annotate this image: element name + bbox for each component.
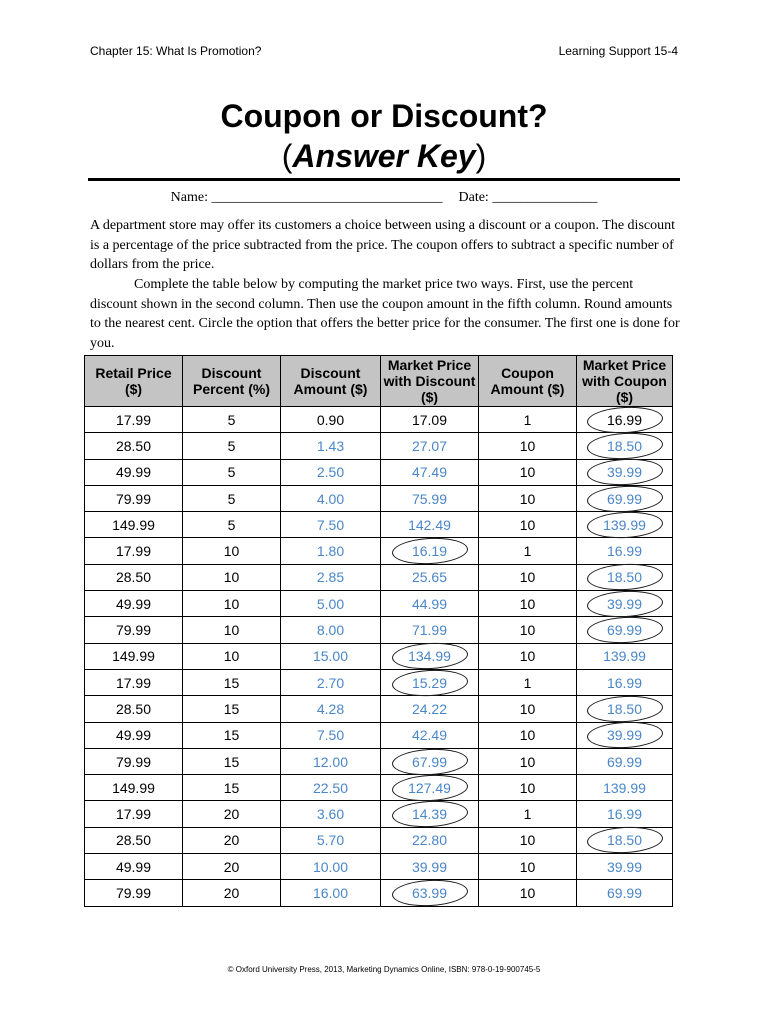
market-price-coupon-cell-value: 69.99 — [606, 490, 643, 507]
retail-price-cell-value: 28.50 — [115, 569, 152, 586]
discount-percent-cell — [183, 433, 281, 459]
coupon-amount-cell — [479, 407, 577, 433]
market-price-coupon-cell — [577, 775, 673, 801]
market-price-discount-cell — [381, 617, 479, 643]
retail-price-cell — [85, 617, 183, 643]
retail-price-cell — [85, 643, 183, 669]
discount-percent-cell — [183, 617, 281, 643]
discount-percent-cell-value: 10 — [223, 622, 240, 639]
retail-price-cell — [85, 801, 183, 827]
discount-amount-cell-value: 15.00 — [312, 648, 349, 665]
market-price-discount-cell-value: 47.49 — [411, 464, 448, 481]
discount-amount-cell — [281, 696, 381, 722]
discount-amount-cell-value: 2.70 — [316, 674, 345, 691]
market-price-discount-cell-value: 24.22 — [411, 700, 448, 717]
discount-amount-cell — [281, 433, 381, 459]
coupon-amount-cell-value: 10 — [519, 858, 536, 875]
discount-percent-cell — [183, 485, 281, 511]
coupon-amount-cell — [479, 801, 577, 827]
coupon-amount-cell — [479, 459, 577, 485]
table-row — [85, 433, 673, 459]
market-price-discount-cell-value: 27.07 — [411, 437, 448, 454]
coupon-amount-cell — [479, 617, 577, 643]
discount-percent-cell — [183, 538, 281, 564]
discount-amount-cell-value: 16.00 — [312, 884, 349, 901]
title-paren-close: ) — [475, 138, 487, 174]
header-retail-price: Retail Price ($) — [85, 356, 183, 407]
market-price-discount-cell — [381, 748, 479, 774]
discount-amount-cell — [281, 407, 381, 433]
market-price-discount-cell-value: 22.80 — [411, 832, 448, 849]
coupon-amount-cell — [479, 485, 577, 511]
coupon-amount-cell — [479, 433, 577, 459]
market-price-coupon-cell — [577, 827, 673, 853]
discount-percent-cell — [183, 564, 281, 590]
discount-percent-cell-value: 5 — [227, 464, 236, 481]
table-row — [85, 696, 673, 722]
discount-amount-cell — [281, 459, 381, 485]
date-field: Date: _______________ — [458, 190, 598, 205]
market-price-coupon-cell-value: 18.50 — [606, 700, 643, 717]
market-price-discount-cell — [381, 801, 479, 827]
market-price-discount-cell-value: 75.99 — [411, 490, 448, 507]
market-price-coupon-cell — [577, 748, 673, 774]
market-price-coupon-cell — [577, 564, 673, 590]
header-market-price-discount: Market Price with Discount ($) — [381, 356, 479, 407]
discount-percent-cell-value: 10 — [223, 543, 240, 560]
discount-percent-cell — [183, 643, 281, 669]
discount-percent-cell-value: 10 — [223, 648, 240, 665]
table-row — [85, 407, 673, 433]
market-price-coupon-cell-value: 139.99 — [603, 516, 646, 533]
retail-price-cell-value: 49.99 — [115, 858, 152, 875]
discount-amount-cell-value: 7.50 — [316, 727, 345, 744]
discount-amount-cell — [281, 538, 381, 564]
table-header-row — [85, 356, 673, 407]
market-price-coupon-cell — [577, 485, 673, 511]
copyright-footer: © Oxford University Press, 2013, Marketing Dynamics Online, ISBN: 978-0-19-900745-5 — [227, 965, 541, 974]
market-price-coupon-cell — [577, 801, 673, 827]
coupon-amount-cell-value: 10 — [519, 622, 536, 639]
market-price-coupon-cell-value: 139.99 — [603, 648, 646, 665]
market-price-discount-cell-value: 142.49 — [408, 516, 451, 533]
discount-amount-cell — [281, 591, 381, 617]
market-price-discount-cell — [381, 827, 479, 853]
discount-percent-cell — [183, 407, 281, 433]
discount-percent-cell-value: 5 — [227, 437, 236, 454]
discount-percent-cell-value: 15 — [223, 779, 240, 796]
retail-price-cell-value: 28.50 — [115, 700, 152, 717]
discount-percent-cell-value: 5 — [227, 516, 236, 533]
market-price-coupon-cell-value: 39.99 — [606, 727, 643, 744]
market-price-discount-cell-value: 71.99 — [411, 622, 448, 639]
title-main: Coupon or Discount? — [220, 98, 548, 134]
market-price-discount-cell — [381, 485, 479, 511]
market-price-coupon-cell — [577, 617, 673, 643]
table-row — [85, 748, 673, 774]
discount-percent-cell — [183, 827, 281, 853]
discount-amount-cell-value: 4.28 — [316, 700, 345, 717]
market-price-discount-cell — [381, 854, 479, 880]
market-price-coupon-cell-value: 69.99 — [606, 753, 643, 770]
retail-price-cell — [85, 459, 183, 485]
coupon-amount-cell — [479, 564, 577, 590]
answer-table — [84, 355, 673, 907]
market-price-coupon-cell-value: 39.99 — [606, 464, 643, 481]
market-price-coupon-cell-value: 18.50 — [606, 832, 643, 849]
market-price-discount-cell-value: 16.19 — [411, 543, 448, 560]
market-price-coupon-cell — [577, 669, 673, 695]
page-header — [90, 44, 678, 62]
market-price-discount-cell — [381, 722, 479, 748]
discount-amount-cell-value: 7.50 — [316, 516, 345, 533]
retail-price-cell — [85, 775, 183, 801]
coupon-amount-cell — [479, 538, 577, 564]
table-row — [85, 485, 673, 511]
retail-price-cell — [85, 854, 183, 880]
retail-price-cell-value: 49.99 — [115, 727, 152, 744]
market-price-coupon-cell — [577, 854, 673, 880]
discount-amount-cell-value: 1.80 — [316, 543, 345, 560]
discount-amount-cell — [281, 748, 381, 774]
discount-amount-cell-value: 12.00 — [312, 753, 349, 770]
market-price-discount-cell-value: 42.49 — [411, 727, 448, 744]
table-row — [85, 591, 673, 617]
market-price-coupon-cell-value: 39.99 — [606, 595, 643, 612]
discount-amount-cell-value: 2.85 — [316, 569, 345, 586]
retail-price-cell-value: 17.99 — [115, 543, 152, 560]
table-row — [85, 512, 673, 538]
coupon-amount-cell — [479, 643, 577, 669]
market-price-coupon-cell-value: 139.99 — [603, 779, 646, 796]
coupon-amount-cell — [479, 669, 577, 695]
table-row — [85, 617, 673, 643]
retail-price-cell-value: 79.99 — [115, 884, 152, 901]
discount-amount-cell-value: 10.00 — [312, 858, 349, 875]
discount-percent-cell — [183, 775, 281, 801]
market-price-coupon-cell — [577, 643, 673, 669]
coupon-amount-cell — [479, 775, 577, 801]
market-price-coupon-cell-value: 69.99 — [606, 884, 643, 901]
market-price-discount-cell — [381, 459, 479, 485]
market-price-coupon-cell-value: 18.50 — [606, 437, 643, 454]
retail-price-cell — [85, 433, 183, 459]
market-price-discount-cell-value: 15.29 — [411, 674, 448, 691]
header-coupon-amount: Coupon Amount ($) — [479, 356, 577, 407]
discount-percent-cell-value: 10 — [223, 595, 240, 612]
retail-price-cell-value: 79.99 — [115, 490, 152, 507]
discount-percent-cell-value: 15 — [223, 700, 240, 717]
discount-amount-cell-value: 5.70 — [316, 832, 345, 849]
discount-amount-cell — [281, 854, 381, 880]
coupon-amount-cell-value: 10 — [519, 569, 536, 586]
retail-price-cell — [85, 591, 183, 617]
retail-price-cell-value: 79.99 — [115, 753, 152, 770]
market-price-discount-cell — [381, 512, 479, 538]
learning-support-label: Learning Support 15-4 — [558, 44, 678, 58]
market-price-coupon-cell — [577, 696, 673, 722]
market-price-discount-cell — [381, 564, 479, 590]
title-subtitle — [0, 136, 768, 176]
retail-price-cell — [85, 564, 183, 590]
table-row — [85, 669, 673, 695]
coupon-amount-cell-value: 1 — [523, 411, 532, 428]
discount-percent-cell — [183, 748, 281, 774]
discount-percent-cell-value: 15 — [223, 674, 240, 691]
discount-percent-cell-value: 5 — [227, 411, 236, 428]
discount-percent-cell — [183, 669, 281, 695]
market-price-discount-cell-value: 63.99 — [411, 884, 448, 901]
coupon-amount-cell — [479, 748, 577, 774]
retail-price-cell — [85, 512, 183, 538]
discount-percent-cell — [183, 854, 281, 880]
table-row — [85, 801, 673, 827]
retail-price-cell — [85, 827, 183, 853]
name-field: Name: _________________________________ — [170, 190, 443, 205]
market-price-coupon-cell — [577, 512, 673, 538]
discount-percent-cell — [183, 512, 281, 538]
retail-price-cell-value: 28.50 — [115, 832, 152, 849]
discount-amount-cell — [281, 512, 381, 538]
coupon-amount-cell-value: 10 — [519, 832, 536, 849]
discount-amount-cell-value: 0.90 — [316, 411, 345, 428]
table-row — [85, 722, 673, 748]
market-price-coupon-cell-value: 16.99 — [606, 806, 643, 823]
market-price-coupon-cell — [577, 433, 673, 459]
discount-amount-cell — [281, 880, 381, 906]
discount-amount-cell-value: 2.50 — [316, 464, 345, 481]
discount-percent-cell — [183, 722, 281, 748]
market-price-discount-cell-value: 17.09 — [411, 411, 448, 428]
instructions-paragraph: Complete the table below by computing the market price two ways. First, use the percent discount shown in the second column. Then use the coupon amount in the fifth column. Round amounts to the nearest cent. Circle the option that offers the better price for the consumer. The first one is done for you. — [90, 277, 680, 351]
retail-price-cell-value: 17.99 — [115, 411, 152, 428]
market-price-coupon-cell-value: 16.99 — [606, 411, 643, 428]
discount-amount-cell-value: 8.00 — [316, 622, 345, 639]
market-price-coupon-cell-value: 18.50 — [606, 569, 643, 586]
retail-price-cell-value: 17.99 — [115, 806, 152, 823]
coupon-amount-cell — [479, 880, 577, 906]
market-price-discount-cell — [381, 643, 479, 669]
retail-price-cell-value: 49.99 — [115, 595, 152, 612]
market-price-discount-cell — [381, 591, 479, 617]
coupon-amount-cell-value: 10 — [519, 700, 536, 717]
market-price-discount-cell — [381, 669, 479, 695]
retail-price-cell-value: 28.50 — [115, 437, 152, 454]
coupon-amount-cell-value: 10 — [519, 516, 536, 533]
discount-amount-cell-value: 22.50 — [312, 779, 349, 796]
market-price-coupon-cell — [577, 722, 673, 748]
retail-price-cell-value: 49.99 — [115, 464, 152, 481]
market-price-discount-cell-value: 134.99 — [408, 648, 451, 665]
coupon-amount-cell-value: 10 — [519, 437, 536, 454]
market-price-discount-cell — [381, 880, 479, 906]
discount-percent-cell-value: 10 — [223, 569, 240, 586]
coupon-amount-cell — [479, 591, 577, 617]
market-price-discount-cell-value: 67.99 — [411, 753, 448, 770]
coupon-amount-cell-value: 10 — [519, 464, 536, 481]
retail-price-cell-value: 149.99 — [112, 779, 155, 796]
discount-percent-cell-value: 20 — [223, 858, 240, 875]
coupon-amount-cell-value: 1 — [523, 806, 532, 823]
discount-amount-cell — [281, 485, 381, 511]
market-price-coupon-cell-value: 69.99 — [606, 622, 643, 639]
table-row — [85, 564, 673, 590]
retail-price-cell — [85, 407, 183, 433]
discount-amount-cell-value: 3.60 — [316, 806, 345, 823]
coupon-amount-cell-value: 10 — [519, 884, 536, 901]
market-price-discount-cell-value: 127.49 — [408, 779, 451, 796]
market-price-discount-cell — [381, 696, 479, 722]
market-price-coupon-cell — [577, 591, 673, 617]
retail-price-cell-value: 149.99 — [112, 516, 155, 533]
retail-price-cell — [85, 696, 183, 722]
retail-price-cell-value: 79.99 — [115, 622, 152, 639]
market-price-coupon-cell-value: 39.99 — [606, 858, 643, 875]
retail-price-cell — [85, 538, 183, 564]
coupon-amount-cell — [479, 696, 577, 722]
retail-price-cell-value: 17.99 — [115, 674, 152, 691]
discount-amount-cell — [281, 801, 381, 827]
market-price-coupon-cell-value: 16.99 — [606, 674, 643, 691]
table-row — [85, 827, 673, 853]
discount-percent-cell-value: 20 — [223, 806, 240, 823]
header-discount-percent: Discount Percent (%) — [183, 356, 281, 407]
discount-percent-cell-value: 15 — [223, 753, 240, 770]
retail-price-cell — [85, 485, 183, 511]
discount-percent-cell-value: 5 — [227, 490, 236, 507]
market-price-coupon-cell — [577, 538, 673, 564]
discount-amount-cell-value: 1.43 — [316, 437, 345, 454]
discount-amount-cell — [281, 827, 381, 853]
coupon-amount-cell — [479, 854, 577, 880]
discount-amount-cell — [281, 775, 381, 801]
discount-amount-cell — [281, 669, 381, 695]
discount-amount-cell-value: 5.00 — [316, 595, 345, 612]
table-row — [85, 775, 673, 801]
market-price-coupon-cell — [577, 407, 673, 433]
coupon-amount-cell-value: 10 — [519, 779, 536, 796]
market-price-discount-cell — [381, 538, 479, 564]
discount-percent-cell — [183, 801, 281, 827]
discount-percent-cell-value: 15 — [223, 727, 240, 744]
retail-price-cell — [85, 722, 183, 748]
discount-percent-cell — [183, 459, 281, 485]
discount-amount-cell — [281, 722, 381, 748]
coupon-amount-cell-value: 1 — [523, 674, 532, 691]
retail-price-cell — [85, 669, 183, 695]
chapter-label: Chapter 15: What Is Promotion? — [90, 44, 262, 58]
coupon-amount-cell-value: 10 — [519, 753, 536, 770]
retail-price-cell — [85, 748, 183, 774]
name-date-line — [0, 190, 768, 206]
discount-percent-cell-value: 20 — [223, 832, 240, 849]
coupon-amount-cell-value: 10 — [519, 727, 536, 744]
market-price-discount-cell — [381, 433, 479, 459]
header-discount-amount: Discount Amount ($) — [281, 356, 381, 407]
market-price-coupon-cell — [577, 880, 673, 906]
market-price-discount-cell — [381, 775, 479, 801]
market-price-discount-cell-value: 39.99 — [411, 858, 448, 875]
discount-percent-cell — [183, 591, 281, 617]
coupon-amount-cell-value: 10 — [519, 648, 536, 665]
market-price-discount-cell-value: 44.99 — [411, 595, 448, 612]
retail-price-cell — [85, 880, 183, 906]
coupon-amount-cell-value: 10 — [519, 595, 536, 612]
table-row — [85, 459, 673, 485]
title-paren-open: ( — [281, 138, 293, 174]
table-row — [85, 854, 673, 880]
market-price-coupon-cell-value: 16.99 — [606, 543, 643, 560]
discount-amount-cell-value: 4.00 — [316, 490, 345, 507]
table-row — [85, 643, 673, 669]
header-market-price-coupon: Market Price with Coupon ($) — [577, 356, 673, 407]
coupon-amount-cell — [479, 512, 577, 538]
discount-amount-cell — [281, 617, 381, 643]
table-row — [85, 538, 673, 564]
market-price-discount-cell-value: 25.65 — [411, 569, 448, 586]
coupon-amount-cell — [479, 722, 577, 748]
market-price-coupon-cell — [577, 459, 673, 485]
discount-percent-cell — [183, 880, 281, 906]
discount-percent-cell — [183, 696, 281, 722]
coupon-amount-cell-value: 1 — [523, 543, 532, 560]
page-title — [0, 96, 768, 176]
market-price-discount-cell — [381, 407, 479, 433]
intro-paragraph: A department store may offer its customers a choice between using a discount or a coupon. The discount is a percentage of the price subtracted from the price. The coupon offers to subtract a specific number of dollars from the price. — [90, 218, 675, 272]
coupon-amount-cell — [479, 827, 577, 853]
title-divider — [88, 178, 680, 181]
market-price-discount-cell-value: 14.39 — [411, 806, 448, 823]
discount-amount-cell — [281, 643, 381, 669]
title-answer-key: Answer Key — [292, 138, 476, 174]
discount-amount-cell — [281, 564, 381, 590]
discount-percent-cell-value: 20 — [223, 884, 240, 901]
coupon-amount-cell-value: 10 — [519, 490, 536, 507]
table-row — [85, 880, 673, 906]
retail-price-cell-value: 149.99 — [112, 648, 155, 665]
